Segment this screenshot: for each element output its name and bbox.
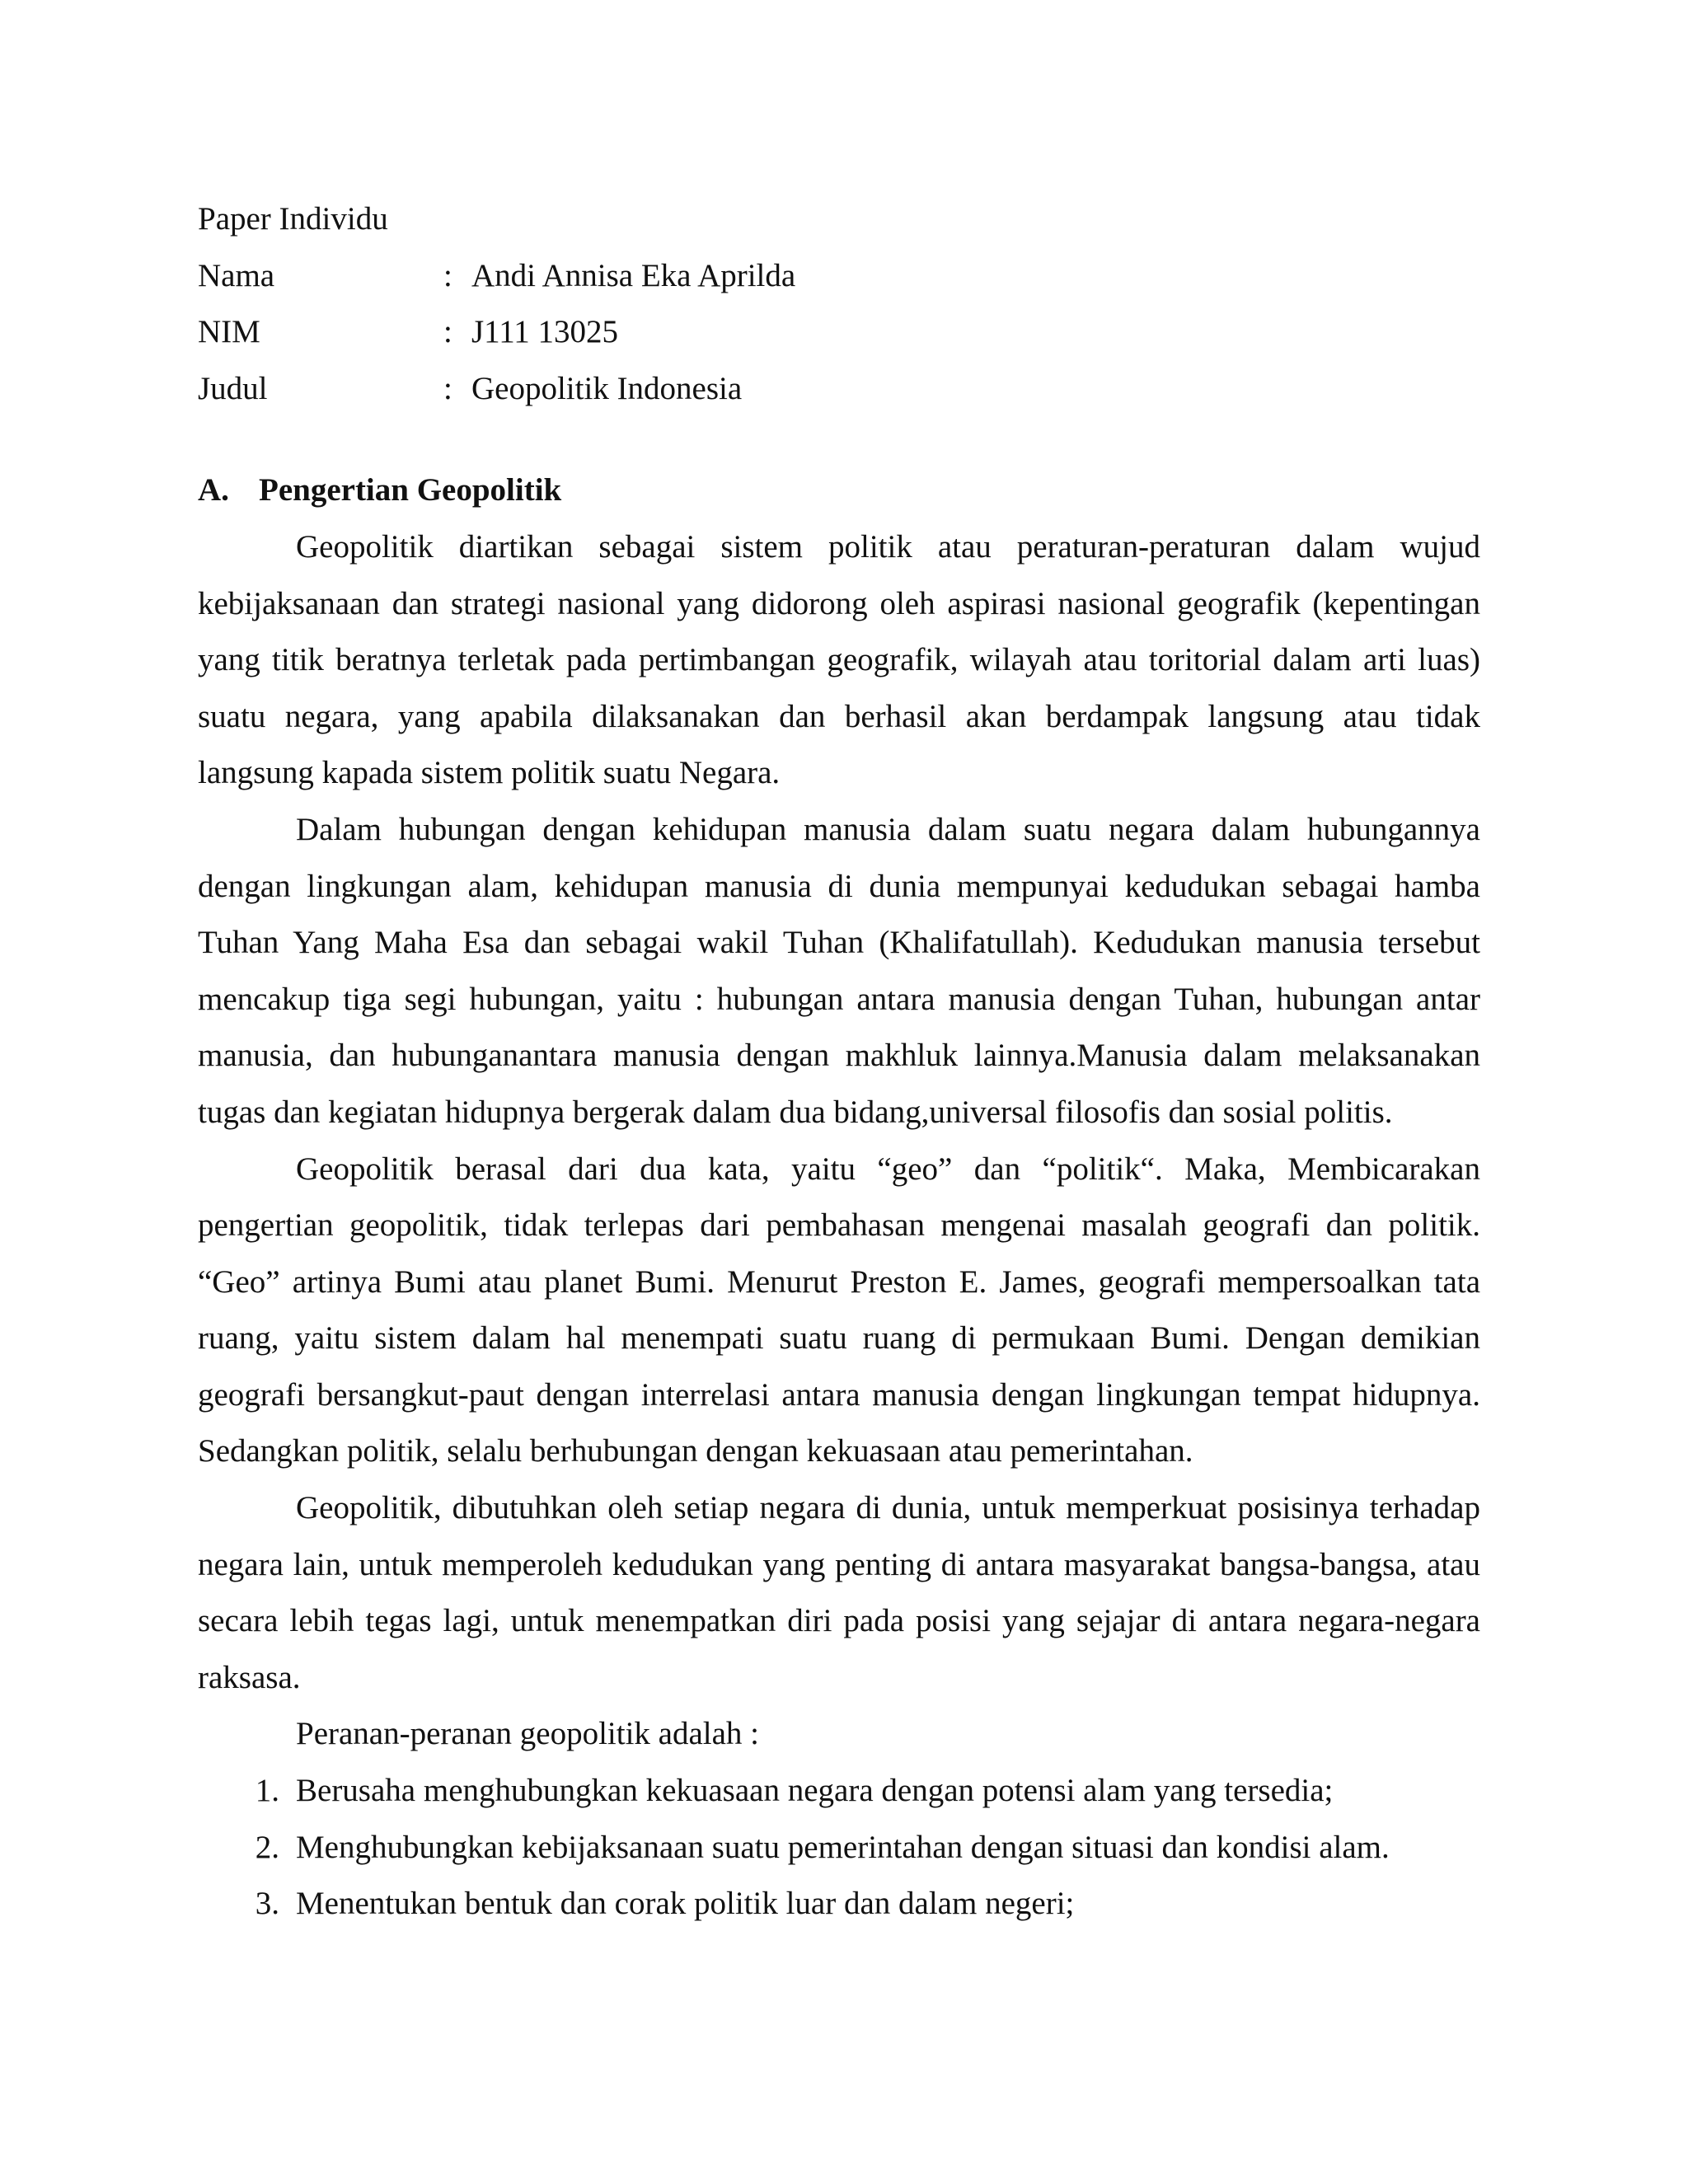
meta-label: Judul <box>198 370 268 406</box>
section-title: Pengertian Geopolitik <box>259 472 562 509</box>
list-number: 3. <box>255 1886 279 1922</box>
roles-list <box>198 1763 1480 1933</box>
section-heading <box>198 462 1480 519</box>
meta-label: Nama <box>198 257 275 293</box>
meta-value-nama: Andi Annisa Eka Aprilda <box>471 257 796 293</box>
document-type: Paper Individu <box>198 201 388 237</box>
meta-colon: : <box>443 257 452 293</box>
meta-value-judul: Geopolitik Indonesia <box>471 370 743 406</box>
section-number: A. <box>198 472 229 509</box>
paragraph-3: Geopolitik berasal dari dua kata, yaitu “geo” dan “politik“. Maka, Membicarakan pengertian geopolitik, tidak terlepas dari pembahasan mengenai masalah geografi dan politik. “Geo” artinya Bumi atau planet Bumi. Menurut Preston E. James, geografi mempersoalkan tata ruang, yaitu sistem dalam hal menempati suatu ruang di permukaan Bumi. Dengan demikian geografi bersangkut-paut dengan interrelasi antara manusia dengan lingkungan tempat hidupnya. Sedangkan politik, selalu berhubungan dengan kekuasaan atau pemerintahan. <box>198 1151 1480 1469</box>
paragraph-1: Geopolitik diartikan sebagai sistem politik atau peraturan-peraturan dalam wujud kebijaksanaan dan strategi nasional yang didorong oleh aspirasi nasional geografik (kepentingan yang titik beratnya terletak pada pertimbangan geografik, wilayah atau toritorial dalam arti luas) suatu negara, yang apabila dilaksanakan dan berhasil akan berdampak langsung atau tidak langsung kapada sistem politik suatu Negara. <box>198 528 1480 791</box>
list-item <box>198 1763 1480 1820</box>
list-number: 1. <box>255 1773 279 1809</box>
meta-row-judul <box>198 361 1480 418</box>
list-text: Menghubungkan kebijaksanaan suatu pemerintahan dengan situasi dan kondisi alam. <box>296 1829 1390 1865</box>
list-number: 2. <box>255 1829 279 1865</box>
meta-row-nama <box>198 248 1480 305</box>
document-page <box>198 191 1480 1933</box>
list-item <box>198 1820 1480 1877</box>
list-intro: Peranan-peranan geopolitik adalah : <box>296 1716 760 1752</box>
list-text: Menentukan bentuk dan corak politik luar dan dalam negeri; <box>296 1886 1075 1922</box>
meta-row-nim <box>198 304 1480 361</box>
paragraph-4: Geopolitik, dibutuhkan oleh setiap negara di dunia, untuk memperkuat posisinya terhadap negara lain, untuk memperoleh kedudukan yang penting di antara masyarakat bangsa-bangsa, atau secara lebih tegas lagi, untuk menempatkan diri pada posisi yang sejajar di antara negara-negara raksasa. <box>198 1490 1480 1695</box>
list-text: Berusaha menghubungkan kekuasaan negara dengan potensi alam yang tersedia; <box>296 1773 1334 1809</box>
list-item <box>198 1876 1480 1933</box>
meta-label: NIM <box>198 314 260 350</box>
paragraph-2: Dalam hubungan dengan kehidupan manusia dalam suatu negara dalam hubungannya dengan lingkungan alam, kehidupan manusia di dunia mempunyai kedudukan sebagai hamba Tuhan Yang Maha Esa dan sebagai wakil Tuhan (Khalifatullah). Kedudukan manusia tersebut mencakup tiga segi hubungan, yaitu : hubungan antara manusia dengan Tuhan, hubungan antar manusia, dan hubunganantara manusia dengan makhluk lainnya.Manusia dalam melaksanakan tugas dan kegiatan hidupnya bergerak dalam dua bidang,universal filosofis dan sosial politis. <box>198 811 1480 1130</box>
meta-value-nim: J111 13025 <box>471 314 619 350</box>
meta-colon: : <box>443 370 452 406</box>
meta-colon: : <box>443 314 452 350</box>
